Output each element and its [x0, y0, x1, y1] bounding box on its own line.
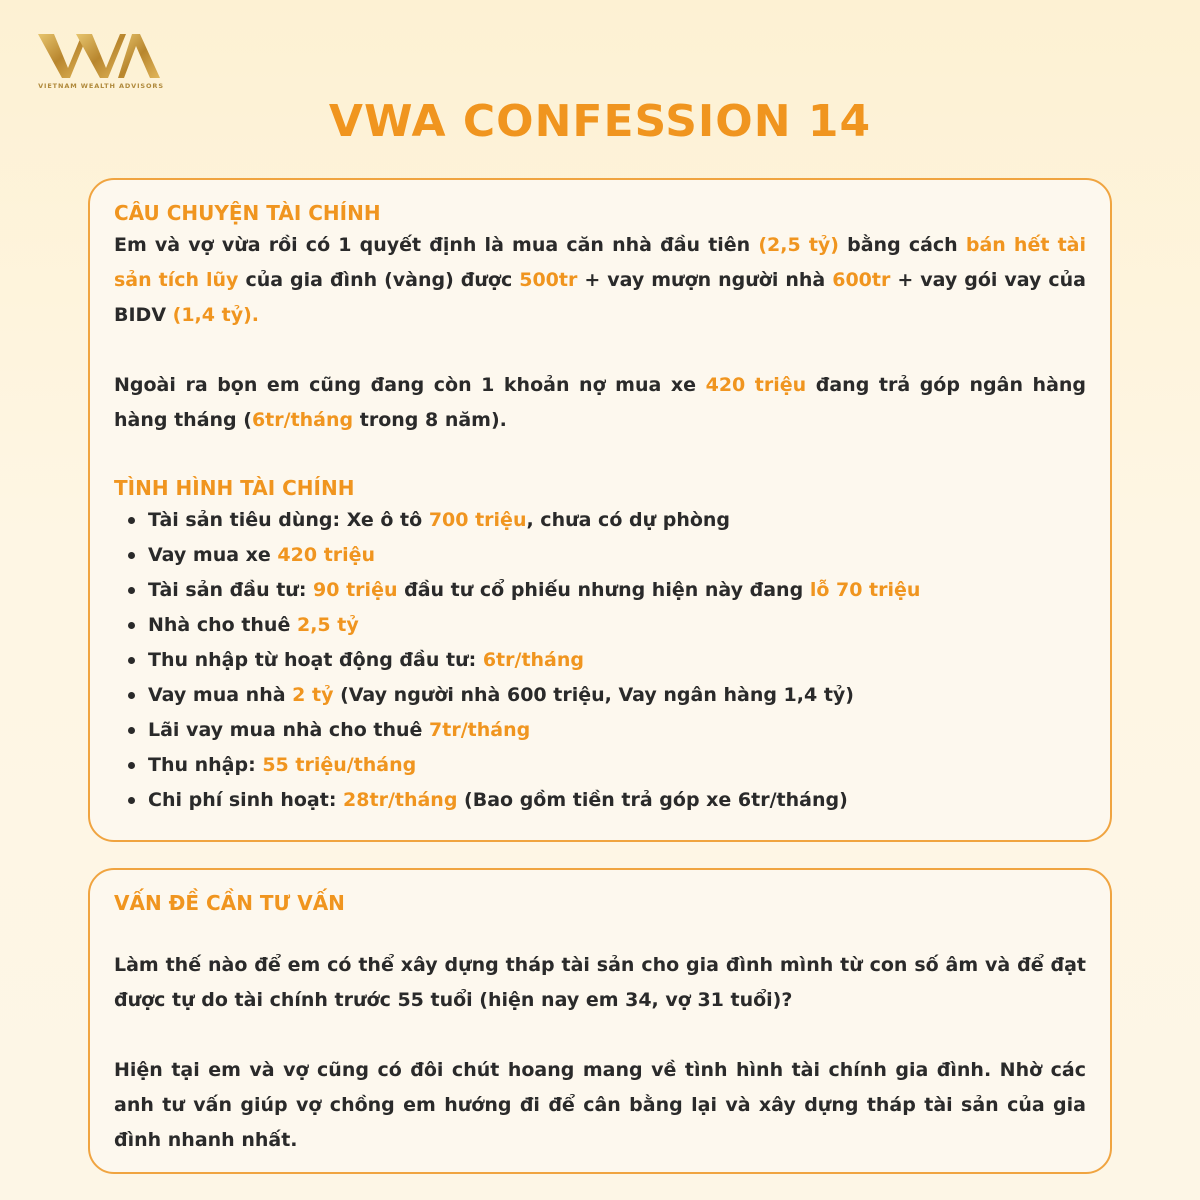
situation-heading: TÌNH HÌNH TÀI CHÍNH: [114, 476, 355, 500]
brand-caption: VIETNAM WEALTH ADVISORS: [38, 82, 164, 90]
list-item: Tài sản tiêu dùng: Xe ô tô 700 triệu, chưa có dự phòng: [148, 503, 1086, 538]
page-title: VWA CONFESSION 14: [328, 96, 872, 147]
highlight: bán hết tài sản tích lũy: [114, 234, 1086, 291]
text: Em và vợ vừa rồi có 1 quyết định là mua căn nhà đầu tiên: [114, 234, 759, 256]
situation-list: [114, 503, 1086, 818]
highlight: 500tr: [519, 269, 578, 291]
advice-paragraph-1: Làm thế nào để em có thể xây dựng tháp tài sản cho gia đình mình từ con số âm và để đạt được tự do tài chính trước 55 tuổi (hiện nay em 34, vợ 31 tuổi)?: [114, 954, 1086, 1011]
story-paragraph-1: [114, 228, 1086, 333]
list-item: Chi phí sinh hoạt: 28tr/tháng (Bao gồm tiền trả góp xe 6tr/tháng): [148, 783, 1086, 818]
financial-story-card: [88, 178, 1112, 842]
list-item: Lãi vay mua nhà cho thuê 7tr/tháng: [148, 713, 1086, 748]
highlight: 420 triệu: [705, 374, 807, 396]
vwa-logo: [36, 32, 166, 96]
text: của gia đình (vàng) được: [238, 269, 520, 291]
highlight: 600tr: [832, 269, 891, 291]
highlight: 6tr/tháng: [251, 409, 354, 431]
text: trong 8 năm).: [353, 409, 507, 431]
list-item: Tài sản đầu tư: 90 triệu đầu tư cổ phiếu nhưng hiện này đang lỗ 70 triệu: [148, 573, 1086, 608]
list-item: Thu nhập: 55 triệu/tháng: [148, 748, 1086, 783]
advice-heading: VẤN ĐỀ CẦN TƯ VẤN: [114, 891, 345, 915]
text: + vay gói vay của BIDV: [114, 269, 1086, 326]
advice-card: [88, 868, 1112, 1174]
list-item: Vay mua nhà 2 tỷ (Vay người nhà 600 triệu, Vay ngân hàng 1,4 tỷ): [148, 678, 1086, 713]
advice-paragraph-2: Hiện tại em và vợ cũng có đôi chút hoang mang về tình hình tài chính gia đình. Nhờ các anh tư vấn giúp vợ chồng em hướng đi để cân bằng lại và xây dựng tháp tài sản của gia đình nhanh nhất.: [114, 1059, 1086, 1151]
highlight: (2,5 tỷ): [758, 234, 839, 256]
text: bằng cách: [838, 234, 966, 256]
list-item: Nhà cho thuê 2,5 tỷ: [148, 608, 1086, 643]
text: + vay mượn người nhà: [577, 269, 833, 291]
text: Ngoài ra bọn em cũng đang còn 1 khoản nợ mua xe: [114, 374, 706, 396]
highlight: (1,4 tỷ).: [172, 304, 259, 326]
text: đang trả góp ngân hàng hàng tháng (: [114, 374, 1087, 431]
list-item: Vay mua xe 420 triệu: [148, 538, 1086, 573]
story-heading: CÂU CHUYỆN TÀI CHÍNH: [114, 201, 381, 225]
vwa-logo-mark-icon: [36, 32, 166, 80]
story-paragraph-2: [114, 368, 1086, 438]
list-item: Thu nhập từ hoạt động đầu tư: 6tr/tháng: [148, 643, 1086, 678]
